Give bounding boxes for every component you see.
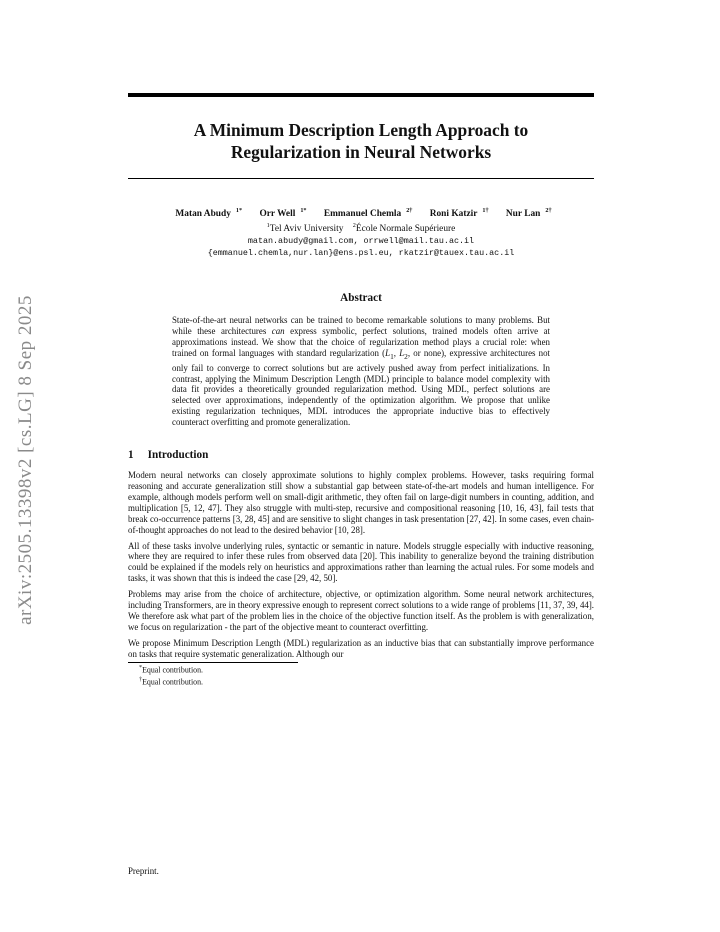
paper-title [128,119,594,163]
paragraph: All of these tasks involve underlying rules, syntactic or semantic in nature. Models struggle especially with inductive reasoning, where they are required to infer these rules from observed data [20]. This inability to generalize beyond the training distribution could be explained if the models rely on heuristics and approximations rather than learning the actual rules. For some models and tasks, it was shown that this is indeed the case [29, 42, 50]. [128,540,594,584]
author: Roni Katzir $^{1\dagger}$ [429,207,489,220]
section-heading [128,449,594,461]
arxiv-stamp: arXiv:2505.13398v2 [cs.LG] 8 Sep 2025 [15,295,37,625]
affiliation-2: École Normale Supérieure [355,224,456,235]
title-top-rule [128,93,594,97]
abstract-heading: Abstract [340,292,382,305]
email-line-2: {emmanuel.chemla,nur.lan}@ens.psl.eu, rkatzir@tauex.tau.ac.il [207,248,515,259]
title-line-2: Regularization in Neural Networks [230,142,492,162]
author-names [128,205,594,220]
footnote-1: *Equal contribution. [139,663,204,675]
author-block [128,205,594,259]
footnote-2: †Equal contribution. [139,676,204,687]
title-line-1: A Minimum Description Length Approach to [193,120,529,140]
section-number: 1 [128,449,134,462]
abstract-text: State-of-the-art neural networks can be trained to become remarkable solutions to many problems. But while these architectures can express symbolic, perfect solutions, trained models often arrive at approximations instead. We show that the choice of regularization method plays a crucial role: when trained on formal languages with standard regularization ($L_1$, $L_2$, or none), expressive architectures not only fail to converge to correct solutions but are actively pushed away from perfect initializations. In contrast, applying the Minimum Description Length (MDL) principle to balance model complexity with data fit provides a theoretically grounded regularization method. Using MDL, perfect solutions are selected over approximations, independently of the optimization algorithm. We propose that unlike existing regularization techniques, MDL introduces the appropriate inductive bias to effectively counteract overfitting and promote generalization. [172,315,551,428]
email-line-1: matan.abudy@gmail.com, orrwell@mail.tau.ac.il [247,236,475,247]
author: Matan Abudy $^{1*}$ [175,207,243,220]
paragraph: Problems may arise from the choice of architecture, objective, or optimization algorithm. Some neural network architectures, including Transformers, are in theory expressive enough to represent correct solutions to a wide range of problems [11, 37, 39, 44]. We therefore ask what part of the problem lies in the choice of the objective function itself. As the problem is with generalization, we focus on regularization - the part of the objective meant to counteract overfitting. [128,589,594,632]
section-title: Introduction [147,449,209,462]
affiliation-1: Tel Aviv University [269,224,344,235]
paper-page [128,93,594,688]
author: Emmanuel Chemla $^{2\dagger}$ [323,207,413,220]
author: Orr Well $^{1*}$ [259,207,307,220]
paragraph: We propose Minimum Description Length (MDL) regularization as an inductive bias that can substantially improve performance on tasks that require systematic generalization. Although our [128,637,594,659]
affiliations: $^1$Tel Aviv University $^2$École Normale Supérieure [266,222,456,235]
paragraph: Modern neural networks can closely approximate solutions to highly complex problems. However, tasks requiring formal reasoning and accurate generalization still show a substantial gap between state-of-the-art models and human intelligence. For example, although models perform well on small-digit arithmetic, they often fail on large-digit numbers in counting, addition, and multiplication [5, 12, 47]. They also struggle with multi-step, recursive and compositional reasoning [10, 16, 43], fail tests that break co-occurrence patterns [3, 28, 45] and are sensitive to slight changes in task presentation [27, 42]. In some cases, even chain-of-thought approaches do not lead to the desired behavior [10, 28]. [128,470,594,535]
preprint-footer: Preprint. [128,866,159,876]
title-bottom-rule [128,178,594,179]
arxiv-stamp-wrapper [6,270,46,650]
author: Nur Lan $^{2\dagger}$ [505,207,552,220]
